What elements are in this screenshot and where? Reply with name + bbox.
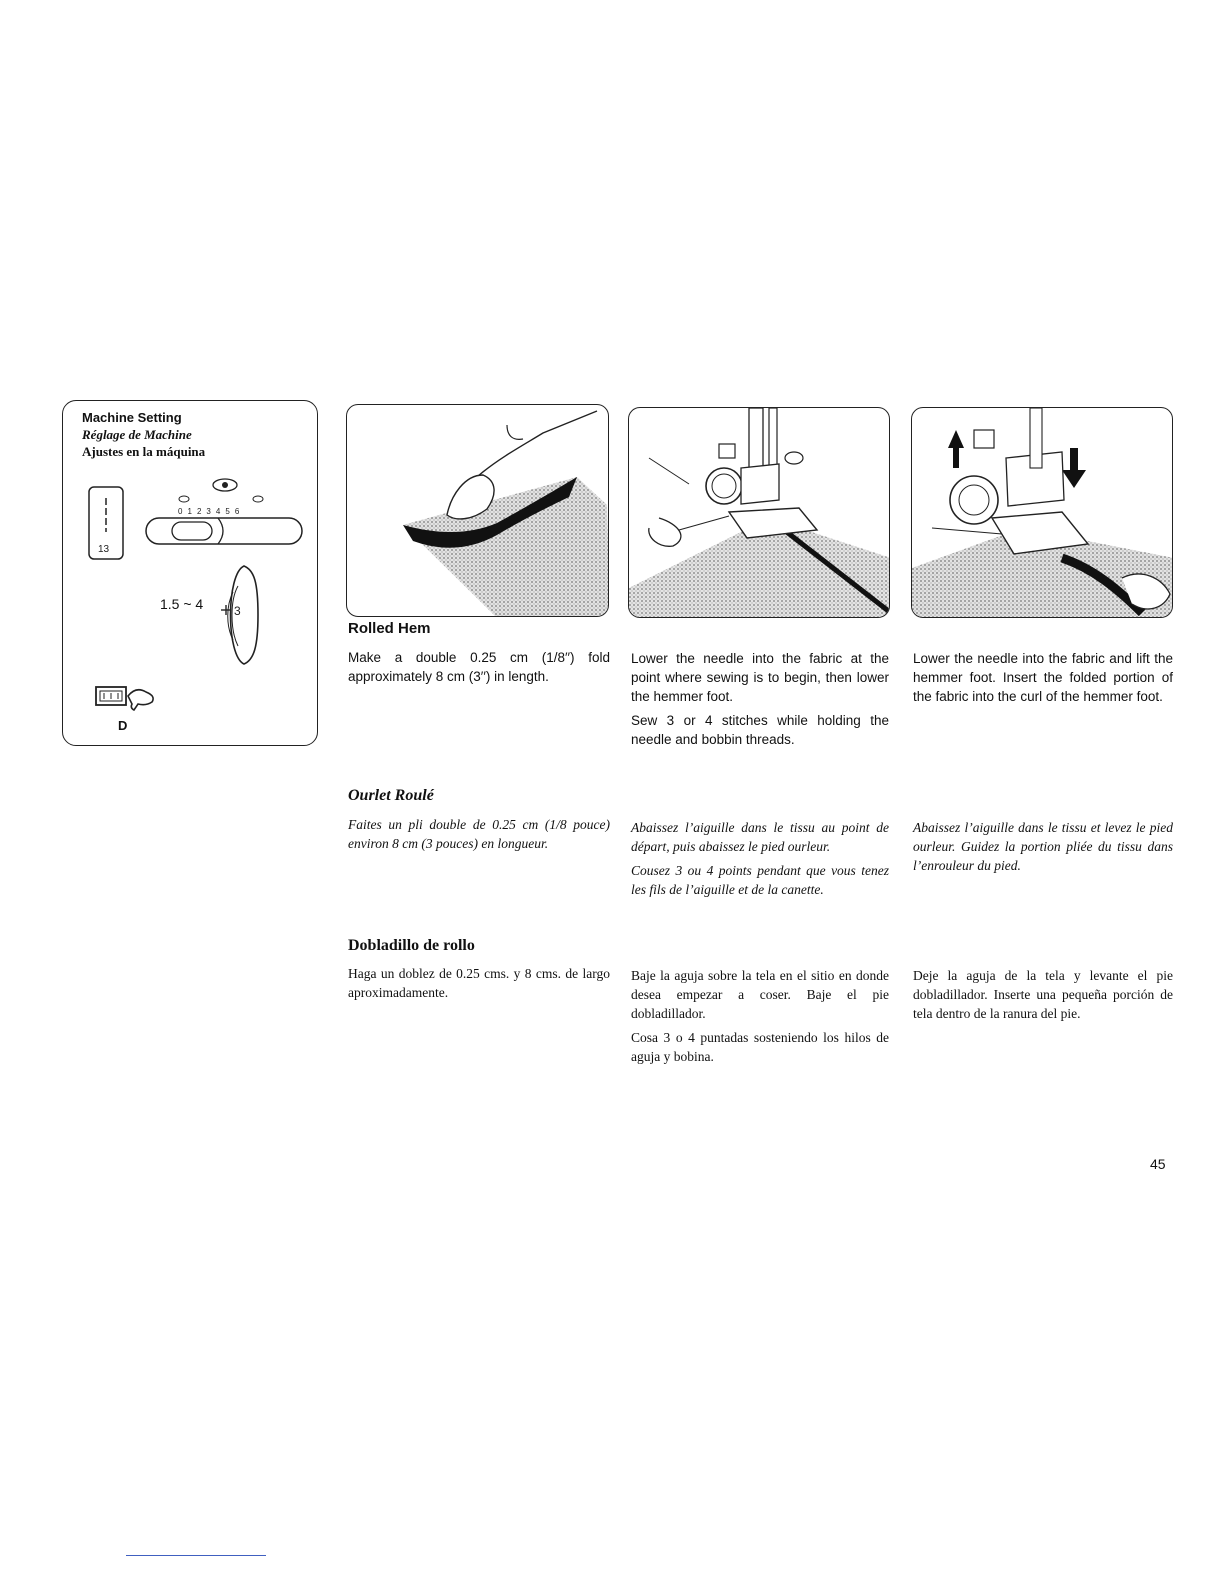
stitch-width-slider-icon (140, 474, 310, 554)
width-scale-label: 0 1 2 3 4 5 6 (178, 507, 241, 516)
text-en-step2b: Sew 3 or 4 stitches while holding the needle and bobbin threads. (631, 713, 889, 747)
text-fr-step1-para: Faites un pli double de 0.25 cm (1/8 pouce) environ 8 cm (3 pouces) en longueur. (348, 817, 610, 851)
text-es-step3-para: Deje la aguja de la tela y levante el pie dobladillador. Inserte una pequeña porción de tela dentro de la ranura del pie. (913, 968, 1173, 1021)
text-fr-step1 (348, 815, 610, 858)
pattern-selector-icon (86, 484, 128, 564)
up-arrow-icon (948, 430, 964, 468)
page-number: 45 (1150, 1156, 1166, 1172)
text-es-step2 (631, 966, 889, 1071)
down-arrow-icon (1062, 448, 1086, 488)
text-fr-step3-para: Abaissez l’aiguille dans le tissu et levez le pied ourleur. Guidez la portion pliée du tissu dans l’enrouleur du pied. (913, 820, 1173, 873)
needle-lower-illustration (628, 407, 890, 618)
text-fr-step3 (913, 818, 1173, 880)
hemmer-foot-illustration (911, 407, 1173, 618)
text-en-step3-para: Lower the needle into the fabric and lift the hemmer foot. Insert the folded portion of the fabric into the curl of the hemmer foot. (913, 651, 1173, 704)
heading-fr: Ourlet Roulé (348, 787, 434, 804)
text-fr-step2 (631, 818, 889, 904)
text-es-step1 (348, 964, 610, 1007)
length-dial-value: 3 (234, 604, 241, 618)
text-en-step2a: Lower the needle into the fabric at the point where sewing is to begin, then lower the hemmer foot. (631, 651, 889, 704)
text-en-step1 (348, 648, 610, 691)
presser-foot-letter: D (118, 718, 128, 733)
footer-rule (126, 1555, 266, 1556)
text-en-step2 (631, 649, 889, 754)
fold-illustration (346, 404, 609, 617)
machine-setting-title-fr: Réglage de Machine (82, 427, 192, 442)
heading-en: Rolled Hem (348, 620, 431, 637)
pattern-number-label: 13 (98, 544, 110, 555)
stitch-length-dial-icon (218, 560, 266, 670)
text-en-step3 (913, 649, 1173, 711)
text-es-step3 (913, 966, 1173, 1028)
text-es-step1-para: Haga un doblez de 0.25 cms. y 8 cms. de largo aproximadamente. (348, 966, 610, 1000)
machine-setting-title-en: Machine Setting (82, 410, 182, 425)
heading-es: Dobladillo de rollo (348, 937, 475, 954)
stitch-length-range: 1.5 ~ 4 (160, 596, 204, 612)
presser-foot-icon (94, 684, 174, 718)
text-fr-step2b: Cousez 3 ou 4 points pendant que vous tenez les fils de l’aiguille et de la canette. (631, 863, 889, 897)
text-fr-step2a: Abaissez l’aiguille dans le tissu au point de départ, puis abaissez le pied ourleur. (631, 820, 889, 854)
machine-setting-title-es: Ajustes en la máquina (82, 444, 206, 459)
text-es-step2a: Baje la aguja sobre la tela en el sitio en donde desea empezar a coser. Baje el pie dobladillador. (631, 968, 889, 1021)
text-en-step1-para: Make a double 0.25 cm (1/8′′) fold approximately 8 cm (3′′) in length. (348, 650, 610, 684)
text-es-step2b: Cosa 3 o 4 puntadas sosteniendo los hilos de aguja y bobina. (631, 1030, 889, 1064)
